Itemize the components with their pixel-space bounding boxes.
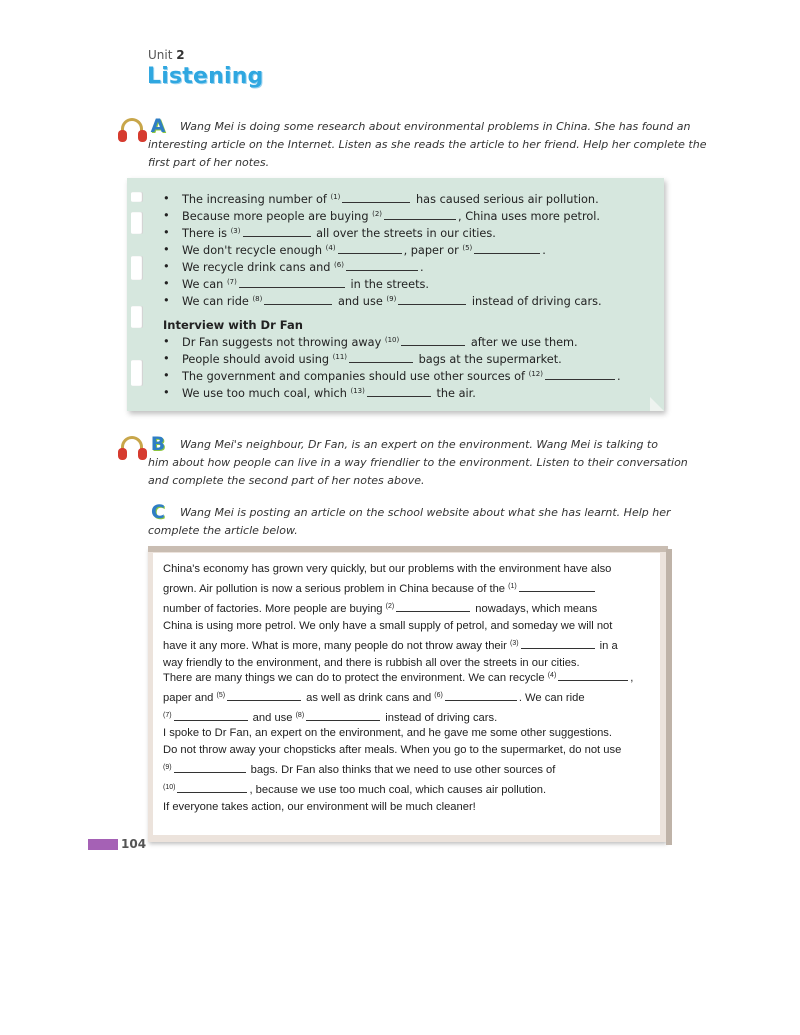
- section-a-letter: A: [150, 115, 166, 137]
- section-a-instruction-line-3: first part of her notes.: [148, 156, 270, 169]
- answer-blank[interactable]: [264, 294, 332, 305]
- answer-blank[interactable]: [349, 352, 413, 363]
- binder-tab: [131, 360, 143, 386]
- answer-blank[interactable]: [174, 709, 248, 721]
- headphones-icon: [118, 436, 148, 462]
- article-side-edge: [666, 549, 672, 845]
- unit-label: Unit 2: [148, 48, 185, 62]
- answer-blank[interactable]: [384, 209, 456, 220]
- page-number-bar: [88, 839, 118, 850]
- section-b-instruction-line-3: and complete the second part of her notes above.: [148, 474, 425, 487]
- answer-blank[interactable]: [398, 294, 466, 305]
- notes-subtitle: Interview with Dr Fan: [163, 318, 303, 332]
- answer-blank[interactable]: [174, 761, 246, 773]
- answer-blank[interactable]: [545, 369, 615, 380]
- article-paragraph-1: China's economy has grown very quickly, but our problems with the environment have also grown. Air pollution is now a serious problem in China because of the $^{(1)}$ number of factories. More people are buying $^{(2)}$ nowadays, which means China is using more petrol. We only have a small supply of petrol, and someday we will not have it any more. What is more, many people do not throw away their $^{(3)}$ in a way friendly to the environment, and there is rubbish all over the streets in our cities.: [163, 563, 618, 669]
- section-b-letter: B: [150, 433, 166, 455]
- answer-blank[interactable]: [519, 580, 595, 592]
- article-paragraph-3: I spoke to Dr Fan, an expert on the environment, and he gave me some other suggestions. Do not throw away your chopsticks after meals. When you go to the supermarket, do not use $^{(9)}$ bags. Dr Fan also thinks that we need to use other sources of $^{(10)}$ , because we use too much coal, which causes air pollution.: [163, 727, 622, 796]
- section-a-instruction-line-1: Wang Mei is doing some research about environmental problems in China. She has found an: [180, 120, 691, 133]
- answer-blank[interactable]: [401, 335, 465, 346]
- notes-card: • The increasing number of $^{(1)}$ has caused serious air pollution. • Because more people are buying $^{(2)}$ , China uses more petrol. • There is $^{(3)}$ all over the streets in our cities. • We don't recycle enough $^{(4)}$ , paper or $^{(5)}$ . • We recycle drink cans and $^{(6)}$ . • We can $^{(7)}$ in the streets. • We can ride $^{(8)}$ and use $^{(9)}$ instead of driving cars. Interview with Dr Fan • Dr Fan suggests not throwing away $^{(10)}$ after we use them. • People should avoid using $^{(11)}$ bags at the supermarket. • The government and companies should use other sources of $^{(12)}$ . • We use too much coal, which $^{(13)}$ the air.: [127, 178, 664, 411]
- answer-blank[interactable]: [338, 243, 402, 254]
- article-box: [148, 548, 666, 842]
- binder-tab: [131, 306, 143, 328]
- section-a-instruction-line-2: interesting article on the Internet. Listen as she reads the article to her friend. Help her complete the: [148, 138, 707, 151]
- section-c-instruction-line-1: Wang Mei is posting an article on the school website about what she has learnt. Help her: [180, 506, 671, 519]
- answer-blank[interactable]: [521, 637, 595, 649]
- answer-blank[interactable]: [177, 781, 247, 793]
- answer-blank[interactable]: [558, 669, 628, 681]
- page-title: Listening: [147, 64, 264, 89]
- binder-tab: [131, 212, 143, 234]
- section-b-instruction-line-1: Wang Mei's neighbour, Dr Fan, is an expert on the environment. Wang Mei is talking to: [180, 438, 658, 451]
- article-paragraph-4: If everyone takes action, our environment will be much cleaner!: [163, 801, 476, 813]
- section-b-instruction-line-2: him about how people can live in a way friendlier to the environment. Listen to their conversation: [148, 456, 688, 469]
- answer-blank[interactable]: [367, 386, 431, 397]
- binder-tab: [131, 192, 143, 202]
- answer-blank[interactable]: [474, 243, 540, 254]
- answer-blank[interactable]: [306, 709, 380, 721]
- answer-blank[interactable]: [396, 600, 470, 612]
- answer-blank[interactable]: [342, 192, 410, 203]
- page-number: 104: [121, 837, 147, 851]
- headphones-icon: [118, 118, 148, 144]
- binder-tab: [131, 256, 143, 280]
- answer-blank[interactable]: [445, 689, 517, 701]
- article-top-edge: [148, 546, 668, 552]
- answer-blank[interactable]: [239, 277, 345, 288]
- section-c-letter: C: [151, 501, 165, 523]
- answer-blank[interactable]: [243, 226, 311, 237]
- section-c-instruction-line-2: complete the article below.: [148, 524, 298, 537]
- answer-blank[interactable]: [346, 260, 418, 271]
- article-paragraph-2: There are many things we can do to protect the environment. We can recycle $^{(4)}$ , paper and $^{(5)}$ as well as drink cans and $^{(6)}$ . We can ride $^{(7)}$ and use $^{(8)}$ instead of driving cars.: [163, 667, 653, 727]
- answer-blank[interactable]: [227, 689, 301, 701]
